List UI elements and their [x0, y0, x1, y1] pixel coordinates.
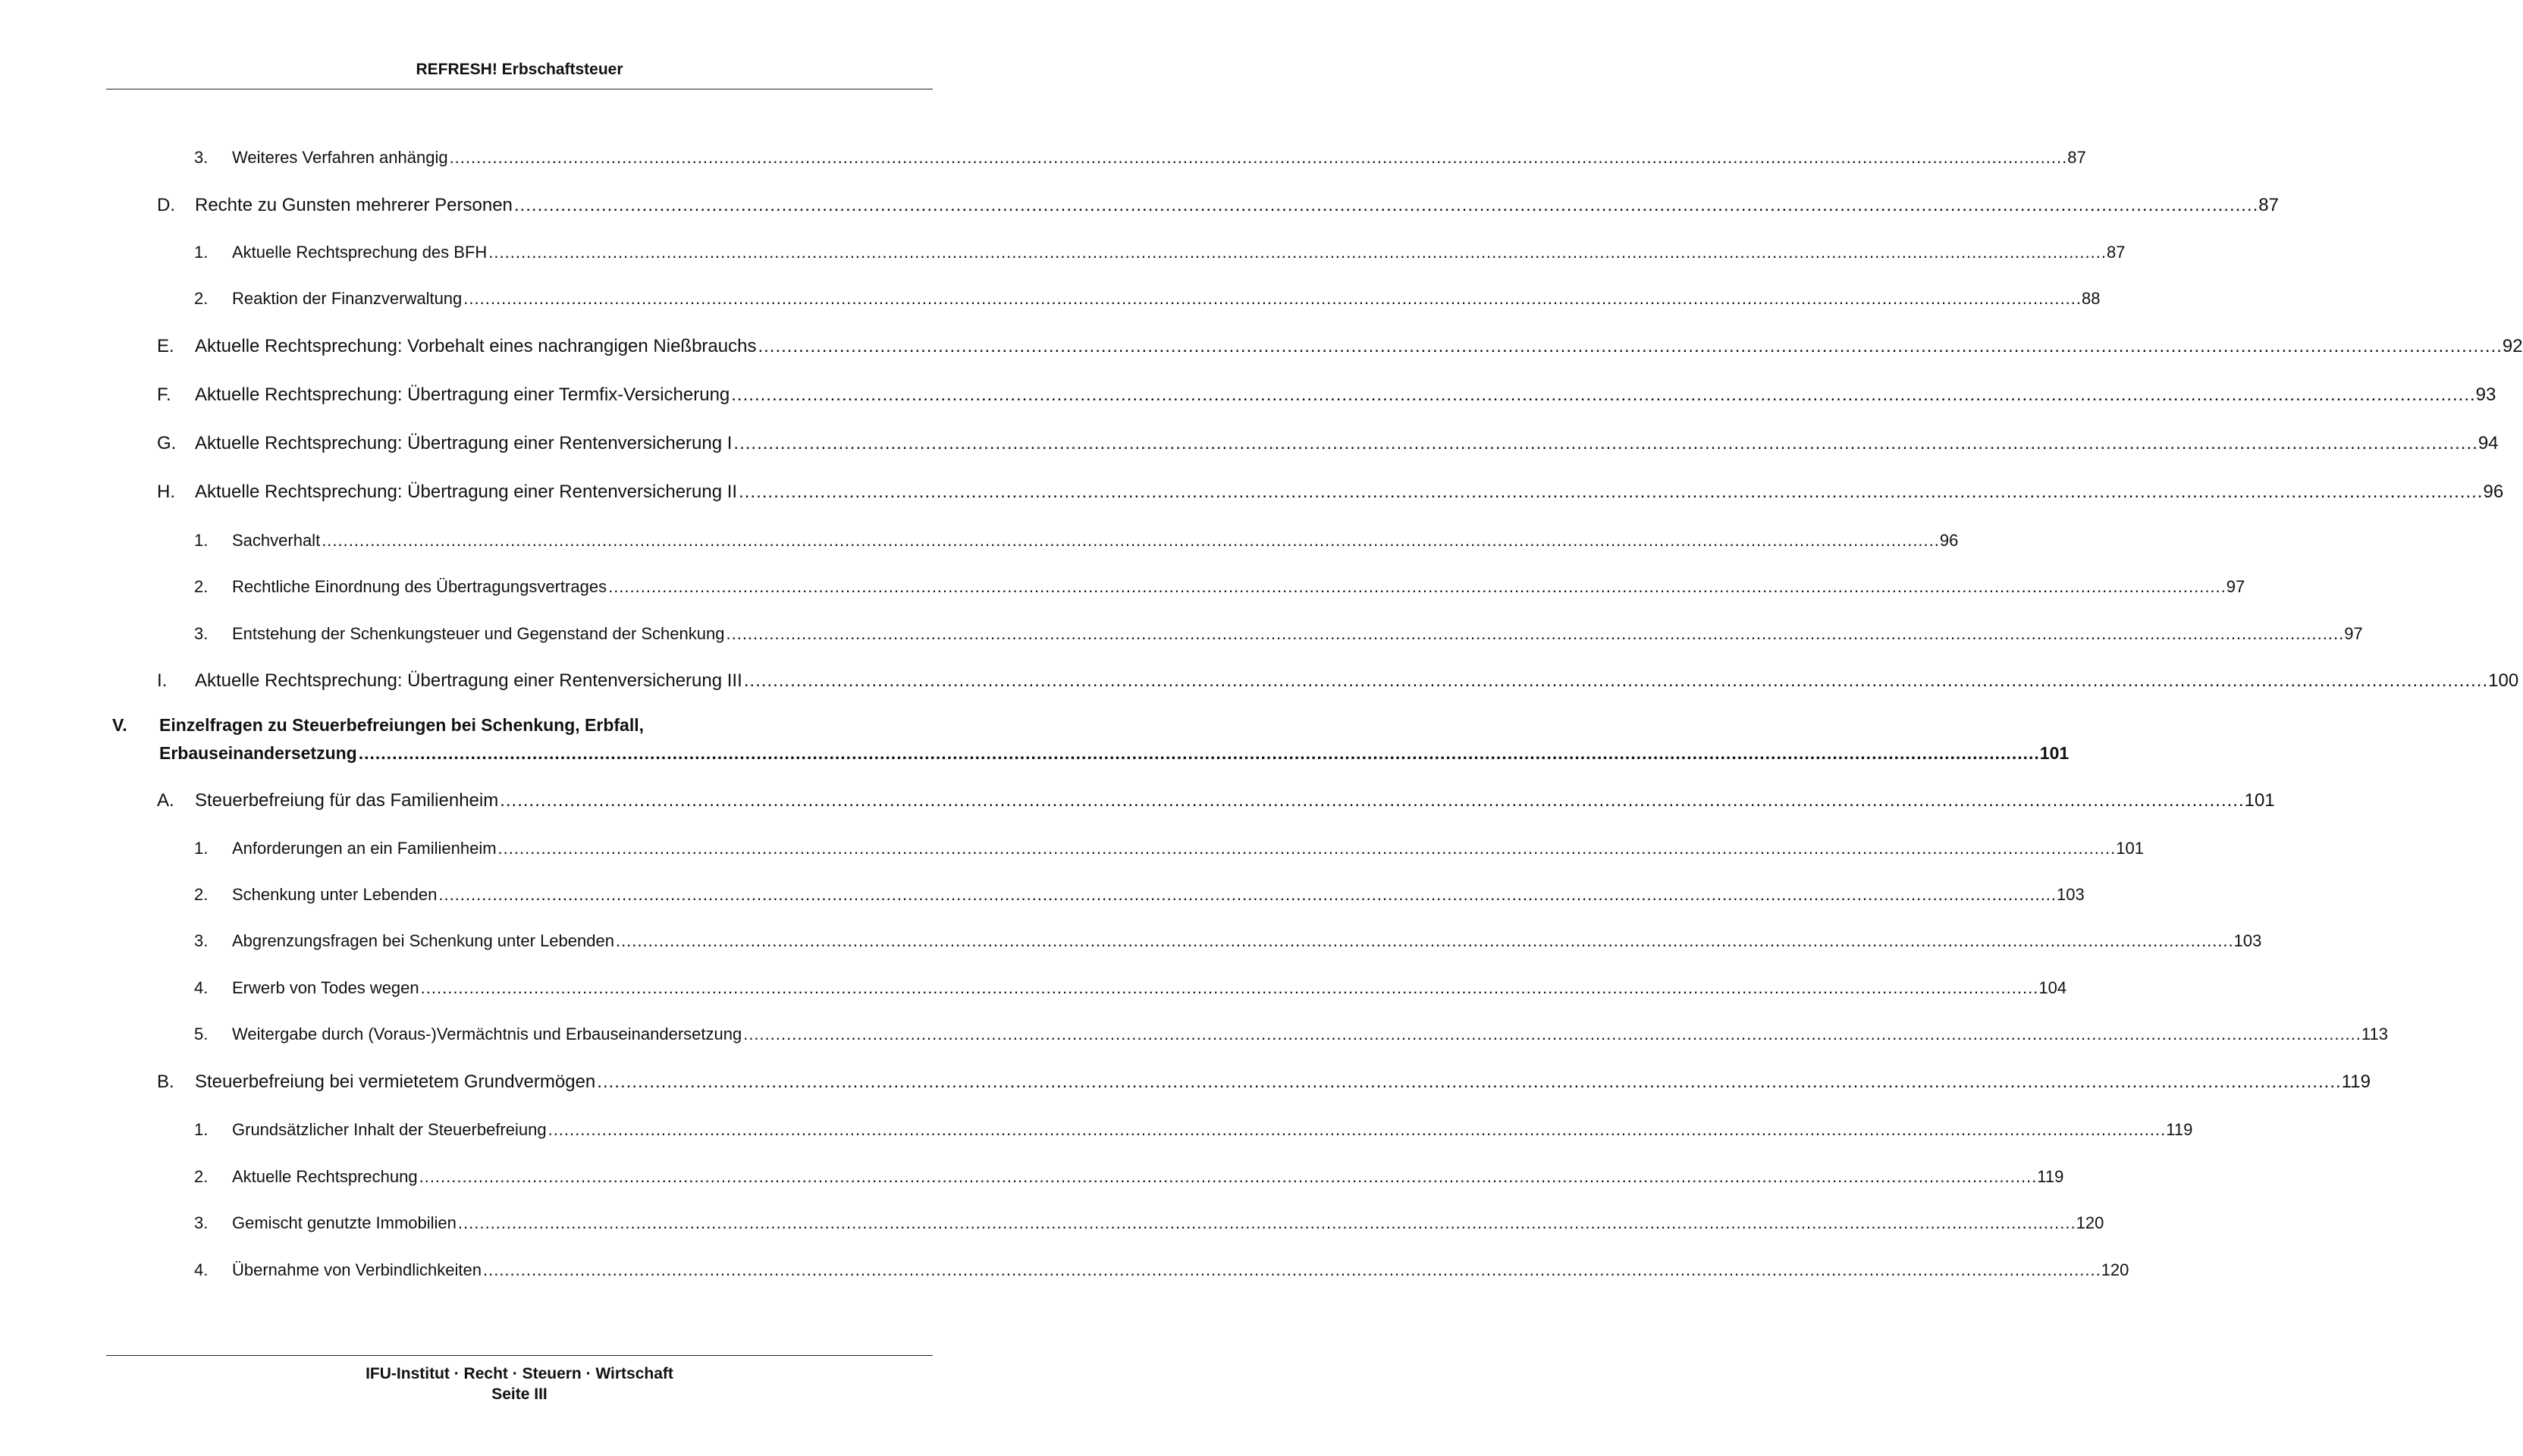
- toc-page-number: 120: [2101, 1260, 2129, 1279]
- toc-entry[interactable]: [194, 243, 2126, 262]
- toc-page-number: 101: [2244, 790, 2275, 811]
- toc-entry[interactable]: [194, 839, 2144, 858]
- toc-entry[interactable]: [157, 482, 2504, 503]
- toc-entry[interactable]: [194, 978, 2067, 998]
- toc-leader: ............................................................................................................................................................................................................................................................................................................: [438, 885, 2057, 904]
- toc-title: Aktuelle Rechtsprechung: Vorbehalt eines nachrangigen Nießbrauchs: [195, 336, 757, 356]
- toc-page-number: 88: [2081, 289, 2101, 308]
- toc-leader: ............................................................................................................................................................................................................................................................................................................: [457, 1213, 2076, 1232]
- toc-leader: ............................................................................................................................................................................................................................................................................................................: [548, 1120, 2167, 1139]
- toc-entry[interactable]: [194, 1213, 2104, 1233]
- toc-entry[interactable]: [157, 384, 2496, 406]
- toc-page-number: 96: [1939, 531, 1959, 550]
- toc-page-number: 113: [2361, 1025, 2388, 1043]
- toc-number: I.: [157, 670, 168, 691]
- toc-number: B.: [157, 1072, 174, 1092]
- toc-number: 1.: [194, 1120, 209, 1139]
- toc-page-number: 96: [2483, 482, 2504, 502]
- toc-page-number: 93: [2475, 384, 2496, 405]
- toc-title: Weiteres Verfahren anhängig: [232, 148, 448, 167]
- toc-number: 2.: [194, 885, 209, 904]
- toc-leader: ............................................................................................................................................................................................................................................................................................................: [731, 384, 2476, 405]
- toc-page-number: 94: [2477, 433, 2499, 453]
- toc-chapter-heading[interactable]: [112, 715, 644, 736]
- toc-entry[interactable]: [194, 289, 2101, 309]
- toc-entry[interactable]: [194, 624, 2363, 644]
- toc-title: Rechtliche Einordnung des Übertragungsvertrages: [232, 577, 607, 596]
- footer-rule: [106, 1355, 933, 1356]
- toc-title: Anforderungen an ein Familienheim: [232, 839, 497, 858]
- toc-title: Reaktion der Finanzverwaltung: [232, 289, 463, 308]
- toc-entry[interactable]: [194, 148, 2086, 168]
- toc-title: Steuerbefreiung bei vermietetem Grundvermögen: [195, 1072, 596, 1092]
- toc-number: 1.: [194, 839, 209, 858]
- toc-number: 1.: [194, 243, 209, 262]
- toc-page-number: 97: [2226, 577, 2245, 596]
- toc-entry[interactable]: [194, 1260, 2129, 1280]
- toc-number: 3.: [194, 624, 209, 643]
- toc-title: Grundsätzlicher Inhalt der Steuerbefreiung: [232, 1120, 547, 1139]
- toc-entry[interactable]: [194, 577, 2245, 597]
- toc-number: G.: [157, 433, 177, 453]
- toc-number: 2.: [194, 1167, 209, 1186]
- toc-title: Steuerbefreiung für das Familienheim: [195, 790, 499, 811]
- toc-leader: ............................................................................................................................................................................................................................................................................................................: [322, 531, 1940, 550]
- toc-title: Weitergabe durch (Voraus-)Vermächtnis und Erbauseinandersetzung: [232, 1025, 742, 1043]
- toc-page-number: 100: [2488, 670, 2519, 691]
- toc-title: Erwerb von Todes wegen: [232, 978, 419, 997]
- toc-entry[interactable]: [194, 531, 1959, 551]
- toc-leader: ............................................................................................................................................................................................................................................................................................................: [743, 1025, 2361, 1043]
- toc-title: Aktuelle Rechtsprechung: Übertragung einer Rentenversicherung I: [195, 433, 733, 453]
- toc-number: 2.: [194, 577, 209, 596]
- toc-page-number: 92: [2502, 336, 2523, 356]
- toc-page-number: 119: [2341, 1072, 2371, 1092]
- toc-number: 3.: [194, 931, 209, 950]
- toc-page-number: 87: [2258, 195, 2279, 215]
- footer-page-label: Seite III: [491, 1385, 548, 1403]
- toc-number: A.: [157, 790, 174, 811]
- page-footer: [106, 1363, 933, 1404]
- toc-leader: ............................................................................................................................................................................................................................................................................................................: [497, 839, 2117, 858]
- toc-title: Aktuelle Rechtsprechung: Übertragung einer Rentenversicherung III: [195, 670, 742, 691]
- toc-number: F.: [157, 384, 171, 405]
- toc-leader: ............................................................................................................................................................................................................................................................................................................: [733, 433, 2478, 453]
- toc-leader: ............................................................................................................................................................................................................................................................................................................: [500, 790, 2245, 811]
- toc-entry[interactable]: [157, 195, 2279, 216]
- toc-leader: ............................................................................................................................................................................................................................................................................................................: [488, 243, 2107, 262]
- toc-entry[interactable]: [194, 1025, 2388, 1044]
- toc-number: 4.: [194, 978, 209, 997]
- toc-number: V.: [112, 715, 127, 735]
- toc-number: 5.: [194, 1025, 209, 1043]
- toc-leader: ............................................................................................................................................................................................................................................................................................................: [513, 195, 2259, 215]
- toc-leader: ............................................................................................................................................................................................................................................................................................................: [758, 336, 2503, 356]
- toc-title: Aktuelle Rechtsprechung: Übertragung einer Termfix-Versicherung: [195, 384, 730, 405]
- toc-title: Übernahme von Verbindlichkeiten: [232, 1260, 482, 1279]
- toc-entry[interactable]: [157, 336, 2523, 357]
- toc-leader: ............................................................................................................................................................................................................................................................................................................: [743, 670, 2489, 691]
- toc-page-number: 120: [2076, 1213, 2104, 1232]
- toc-title: Gemischt genutzte Immobilien: [232, 1213, 457, 1232]
- running-header: REFRESH! Erbschaftsteuer: [416, 61, 623, 78]
- footer-publisher: IFU-Institut · Recht · Steuern · Wirtschaft: [366, 1365, 673, 1382]
- toc-leader: ............................................................................................................................................................................................................................................................................................................: [739, 482, 2484, 502]
- toc-number: E.: [157, 336, 174, 356]
- toc-leader: ............................................................................................................................................................................................................................................................................................................: [420, 978, 2039, 997]
- toc-leader: ............................................................................................................................................................................................................................................................................................................: [358, 743, 2040, 763]
- toc-page-number: 87: [2107, 243, 2126, 262]
- toc-leader: ............................................................................................................................................................................................................................................................................................................: [419, 1167, 2038, 1186]
- toc-entry[interactable]: [157, 1072, 2371, 1093]
- toc-page-number: 97: [2344, 624, 2363, 643]
- toc-leader: ............................................................................................................................................................................................................................................................................................................: [449, 148, 2068, 167]
- toc-page-number: 119: [2037, 1167, 2064, 1186]
- toc-leader: ............................................................................................................................................................................................................................................................................................................: [597, 1072, 2342, 1092]
- toc-page-number: 103: [2057, 885, 2085, 904]
- toc-page-number: 104: [2038, 978, 2067, 997]
- toc-title: Rechte zu Gunsten mehrerer Personen: [195, 195, 513, 215]
- toc-title: Aktuelle Rechtsprechung des BFH: [232, 243, 488, 262]
- toc-leader: ............................................................................................................................................................................................................................................................................................................: [463, 289, 2082, 308]
- toc-number: 3.: [194, 148, 209, 167]
- toc-entry[interactable]: [194, 1167, 2064, 1187]
- toc-entry[interactable]: [194, 1120, 2193, 1140]
- toc-leader: ............................................................................................................................................................................................................................................................................................................: [482, 1260, 2101, 1279]
- toc-entry[interactable]: [157, 433, 2499, 454]
- toc-entry[interactable]: [112, 743, 2070, 764]
- toc-leader: ............................................................................................................................................................................................................................................................................................................: [608, 577, 2226, 596]
- toc-page-number: 101: [2116, 839, 2144, 858]
- toc-title: Entstehung der Schenkungsteuer und Gegenstand der Schenkung: [232, 624, 725, 643]
- toc-page-number: 101: [2039, 743, 2070, 763]
- toc-entry[interactable]: [157, 790, 2275, 811]
- toc-entry[interactable]: [194, 885, 2085, 905]
- toc-page-number: 87: [2067, 148, 2086, 167]
- toc-title: Einzelfragen zu Steuerbefreiungen bei Schenkung, Erbfall,: [159, 715, 645, 735]
- toc-title: Aktuelle Rechtsprechung: [232, 1167, 418, 1186]
- toc-title: Abgrenzungsfragen bei Schenkung unter Lebenden: [232, 931, 614, 950]
- toc-entry[interactable]: [194, 931, 2262, 951]
- toc-number: D.: [157, 195, 175, 215]
- toc-leader: ............................................................................................................................................................................................................................................................................................................: [726, 624, 2345, 643]
- toc-title: Sachverhalt: [232, 531, 321, 550]
- toc-number: 3.: [194, 1213, 209, 1232]
- toc-title: Erbauseinandersetzung: [159, 743, 357, 763]
- toc-leader: ............................................................................................................................................................................................................................................................................................................: [615, 931, 2234, 950]
- toc-entry[interactable]: [157, 670, 2519, 692]
- toc-page-number: 119: [2166, 1120, 2193, 1139]
- toc-number: 2.: [194, 289, 209, 308]
- toc-number: 4.: [194, 1260, 209, 1279]
- toc-title: Aktuelle Rechtsprechung: Übertragung einer Rentenversicherung II: [195, 482, 738, 502]
- toc-number: H.: [157, 482, 175, 502]
- toc-page-number: 103: [2233, 931, 2262, 950]
- toc-title: Schenkung unter Lebenden: [232, 885, 438, 904]
- toc-number: 1.: [194, 531, 209, 550]
